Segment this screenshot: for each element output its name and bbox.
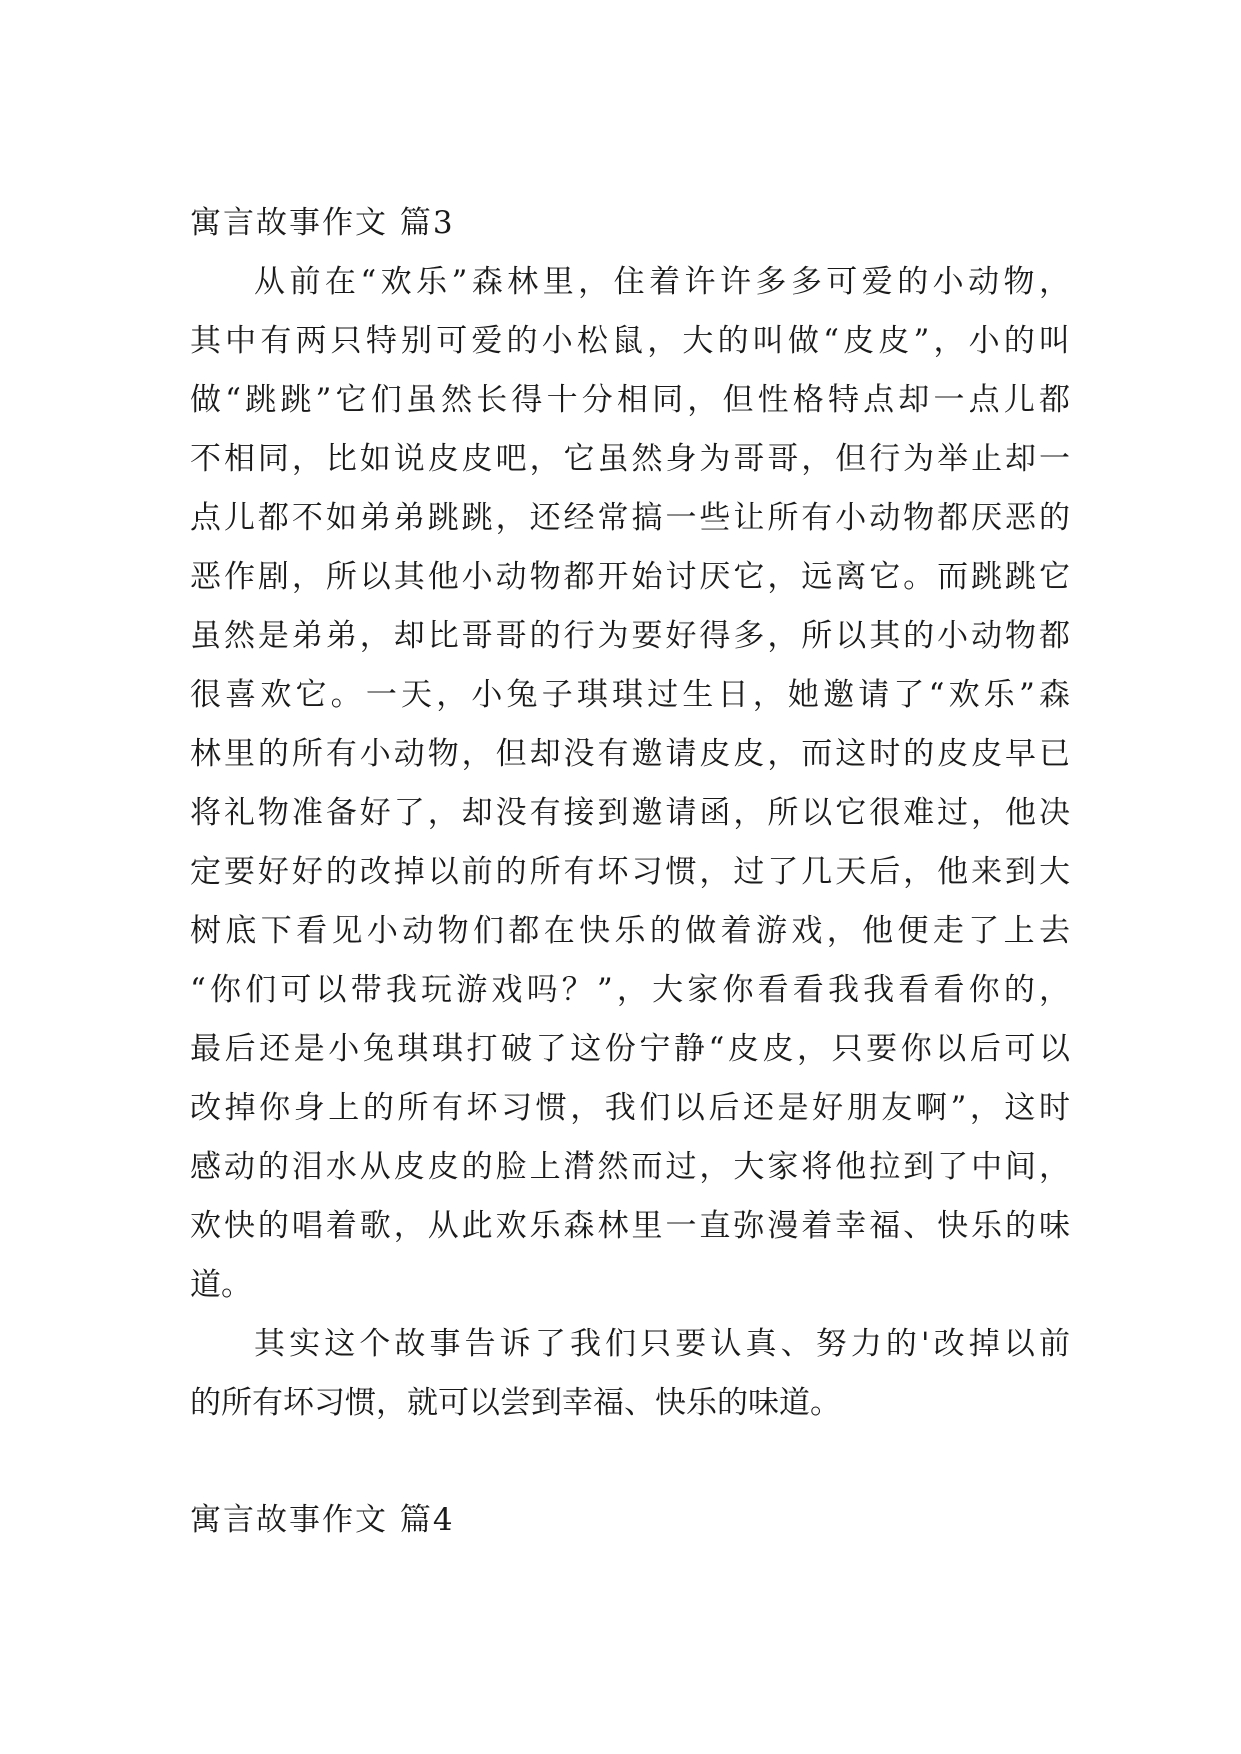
paragraph-line: 树底下看见小动物们都在快乐的做着游戏，他便走了上去 — [190, 913, 1070, 949]
paragraph-line: 不相同，比如说皮皮吧，它虽然身为哥哥，但行为举止却一 — [190, 441, 1070, 477]
paragraph-line: 很喜欢它。一天，小兔子琪琪过生日，她邀请了“欢乐”森 — [190, 677, 1070, 713]
paragraph-line: 改掉你身上的所有坏习惯，我们以后还是好朋友啊”，这时 — [190, 1090, 1070, 1126]
section-heading-3: 寓言故事作文 篇3 — [190, 205, 455, 241]
paragraph-line: 其实这个故事告诉了我们只要认真、努力的'改掉以前 — [254, 1326, 1070, 1362]
paragraph-line: 将礼物准备好了，却没有接到邀请函，所以它很难过，他决 — [190, 795, 1070, 831]
paragraph-line: 道。 — [190, 1267, 252, 1303]
paragraph-line: 虽然是弟弟，却比哥哥的行为要好得多，所以其的小动物都 — [190, 618, 1070, 654]
paragraph-line: 定要好好的改掉以前的所有坏习惯，过了几天后，他来到大 — [190, 854, 1070, 890]
paragraph-line: 最后还是小兔琪琪打破了这份宁静“皮皮，只要你以后可以 — [190, 1031, 1070, 1067]
paragraph-line: 其中有两只特别可爱的小松鼠，大的叫做“皮皮”，小的叫 — [190, 323, 1070, 359]
paragraph-line: 感动的泪水从皮皮的脸上潸然而过，大家将他拉到了中间， — [190, 1149, 1070, 1185]
paragraph-line: 恶作剧，所以其他小动物都开始讨厌它，远离它。而跳跳它 — [190, 559, 1070, 595]
paragraph-line: 点儿都不如弟弟跳跳，还经常搞一些让所有小动物都厌恶的 — [190, 500, 1070, 536]
paragraph-line: 从前在“欢乐”森林里，住着许许多多可爱的小动物， — [254, 264, 1070, 300]
section-heading-4: 寓言故事作文 篇4 — [190, 1502, 455, 1538]
paragraph-line: 欢快的唱着歌，从此欢乐森林里一直弥漫着幸福、快乐的味 — [190, 1208, 1070, 1244]
paragraph-line: 的所有坏习惯，就可以尝到幸福、快乐的味道。 — [190, 1385, 841, 1421]
paragraph-line: 林里的所有小动物，但却没有邀请皮皮，而这时的皮皮早已 — [190, 736, 1070, 772]
paragraph-line: 做“跳跳”它们虽然长得十分相同，但性格特点却一点儿都 — [190, 382, 1070, 418]
paragraph-line: “你们可以带我玩游戏吗？”，大家你看看我我看看你的， — [190, 972, 1070, 1008]
